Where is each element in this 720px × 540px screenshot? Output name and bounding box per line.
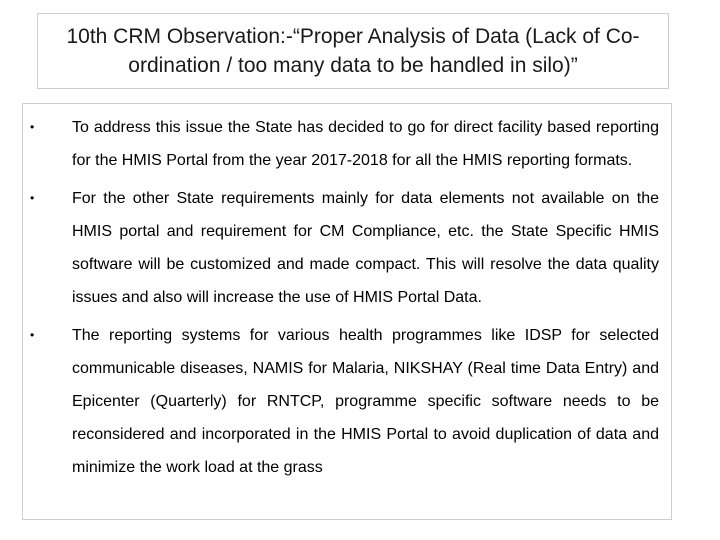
- bullet-text-3: The reporting systems for various health programmes like IDSP for selected communicable diseases, NAMIS for Malaria, NIKSHAY (Real time Data Entry) and Epicenter (Quarterly) for RNTCP, programme specific software needs to be reconsidered and incorporated in the HMIS Portal to avoid duplication of data and minimize the work load at the grass: [72, 327, 659, 476]
- bullet-item-1: [23, 111, 671, 177]
- content-box: [22, 103, 672, 520]
- bullet-item-2: [23, 182, 671, 314]
- bullet-icon: •: [30, 191, 35, 205]
- bullet-text-1: To address this issue the State has decided to go for direct facility based reporting for the HMIS Portal from the year 2017-2018 for all the HMIS reporting formats.: [72, 119, 659, 169]
- bullet-icon: •: [30, 120, 35, 134]
- bullet-item-3: [23, 319, 671, 484]
- slide-title: 10th CRM Observation:-“Proper Analysis of Data (Lack of Co-ordination / too many data to be handled in silo)”: [66, 25, 640, 77]
- bullet-text-2: For the other State requirements mainly for data elements not available on the HMIS portal and requirement for CM Compliance, etc. the State Specific HMIS software will be customized and made compact. This will resolve the data quality issues and also will increase the use of HMIS Portal Data.: [72, 190, 659, 306]
- bullet-list: [23, 111, 671, 489]
- title-box: [37, 13, 669, 89]
- bullet-icon: •: [30, 328, 35, 342]
